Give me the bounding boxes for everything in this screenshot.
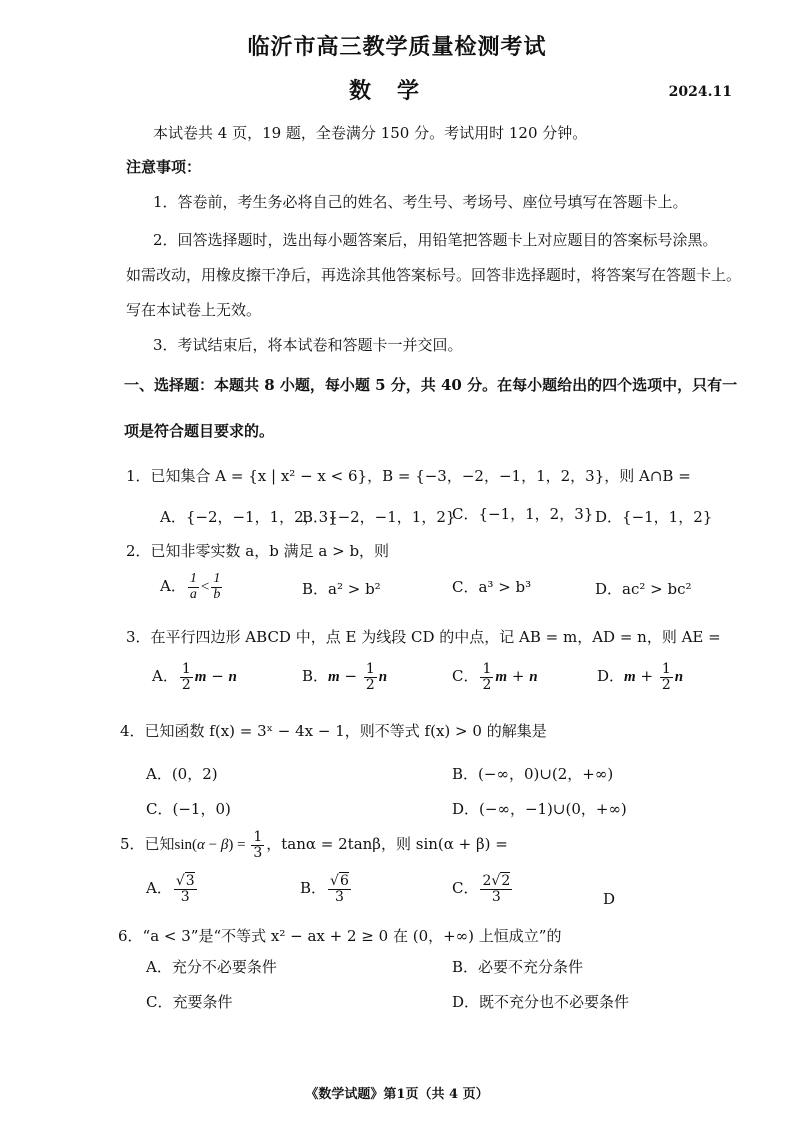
question-2-option-a: A． $\frac{1}{a}$ < $\frac{1}{b}$ [160, 571, 221, 602]
notice-item-1: 1．答卷前，考生务必将自己的姓名、考生号、考场号、座位号填写在答题卡上。 [153, 193, 688, 211]
section-1-heading-line-1: 一、选择题：本题共 8 小题，每小题 5 分，共 40 分。在每小题给出的四个选项中，只有一 [124, 376, 738, 394]
question-5-option-c [452, 874, 514, 904]
question-5-option-d: D [603, 890, 616, 908]
question-2-option-d: D．ac² > bc² [595, 580, 692, 598]
fraction-1-over-2: $\frac{1}{2}$ [482, 661, 492, 693]
notice-item-3: 3．考试结束后，将本试卷和答题卡一并交回。 [153, 336, 463, 354]
subject-title: 数学 [348, 78, 445, 104]
fraction-sqrt3-over-3: $\frac{√3}{3}$ [175, 873, 195, 905]
question-2-stem: 2．已知非零实数 a，b 满足 a > b，则 [126, 542, 390, 560]
question-6-option-b: B．必要不充分条件 [452, 958, 584, 976]
question-3-option-b: B．m − $\frac{1}{2}$ n [302, 661, 388, 693]
option-label: B． [300, 879, 327, 898]
question-2-option-b: B．a² > b² [302, 580, 381, 598]
option-label: C． [452, 667, 479, 686]
question-6-stem: 6．“a < 3”是“不等式 x² − ax + 2 ≥ 0 在 (0，+∞) 上恒成立”的 [118, 927, 562, 945]
option-label: C． [452, 879, 479, 898]
question-4-stem: 4．已知函数 f(x) = 3ˣ − 4x − 1，则不等式 f(x) > 0 的解集是 [120, 722, 547, 740]
question-1-option-d: D．{−1，1，2} [595, 508, 713, 526]
fraction-1-over-b: $\frac{1}{b}$ [213, 571, 221, 602]
option-label: A． [160, 577, 186, 596]
question-3-option-d: D．m + $\frac{1}{2}$ n [597, 661, 684, 693]
question-1-stem: 1．已知集合 A = {x | x² − x < 6}，B = {−3，−2，−1，1，2，3}，则 A∩B = [126, 467, 691, 485]
exam-date: 2024.11 [668, 84, 732, 100]
question-2-option-c: C．a³ > b³ [452, 578, 532, 596]
fraction-1-over-a: $\frac{1}{a}$ [189, 571, 197, 602]
option-label: D． [597, 667, 625, 686]
question-3-stem: 3．在平行四边形 ABCD 中，点 E 为线段 CD 的中点，记 AB = m，AD = n，则 AE = [126, 628, 721, 646]
question-4-option-c: C．(−1，0) [146, 800, 231, 818]
exam-intro: 本试卷共 4 页，19 题，全卷满分 150 分。考试用时 120 分钟。 [153, 124, 588, 142]
fraction-1-over-2: $\frac{1}{2}$ [181, 661, 191, 693]
notice-item-2-line-1: 2．回答选择题时，选出每小题答案后，用铅笔把答题卡上对应题目的答案标号涂黑。 [153, 231, 718, 249]
fraction-1-over-2: $\frac{1}{2}$ [365, 661, 375, 693]
question-1-option-c: C．{−1，1，2，3} [452, 505, 594, 523]
notice-heading: 注意事项： [126, 158, 202, 176]
option-label: B． [302, 667, 329, 686]
fraction-1-over-3: $\frac{1}{3}$ [253, 829, 263, 861]
question-6-option-a: A．充分不必要条件 [146, 958, 277, 976]
question-1-option-b: B．{−2，−1，1，2} [302, 508, 456, 526]
option-label: A． [152, 667, 178, 686]
page-footer: 《数学试题》第1页（共 4 页） [305, 1087, 489, 1102]
question-5-stem: 5．已知sin(α − β) = $\frac{1}{3}$ ，tanα = 2tanβ，则 sin(α + β) = [120, 829, 508, 861]
question-4-option-a: A．(0，2) [146, 765, 218, 783]
section-1-heading-line-2: 项是符合题目要求的。 [124, 422, 275, 440]
question-6-option-d: D．既不充分也不必要条件 [452, 993, 630, 1011]
question-3-option-a: A． $\frac{1}{2}$ m − n [152, 661, 237, 693]
question-4-option-b: B．(−∞，0)∪(2，+∞) [452, 765, 614, 783]
question-5-option-b [300, 874, 353, 904]
exam-title: 临沂市高三教学质量检测考试 [247, 34, 547, 60]
option-label: A． [146, 879, 172, 898]
fraction-2sqrt2-over-3: $\frac{2√2}{3}$ [482, 873, 511, 905]
question-5-stem-prefix: 5．已知 [120, 835, 175, 854]
question-5-stem-suffix: ，tanα = 2tanβ，则 sin(α + β) = [266, 835, 508, 854]
question-5-option-a [146, 874, 199, 904]
question-3-option-c: C． $\frac{1}{2}$ m + n [452, 661, 538, 693]
question-6-option-c: C．充要条件 [146, 993, 233, 1011]
notice-item-2-line-2: 如需改动，用橡皮擦干净后，再选涂其他答案标号。回答非选择题时，将答案写在答题卡上。 [126, 266, 742, 284]
notice-item-2-line-3: 写在本试卷上无效。 [126, 301, 262, 319]
fraction-sqrt6-over-3: $\frac{√6}{3}$ [330, 873, 349, 905]
question-4-option-d: D．(−∞，−1)∪(0，+∞) [452, 800, 627, 818]
question-1-option-a: A．{−2，−1，1，2，3} [160, 508, 338, 526]
fraction-1-over-2: $\frac{1}{2}$ [661, 661, 671, 693]
